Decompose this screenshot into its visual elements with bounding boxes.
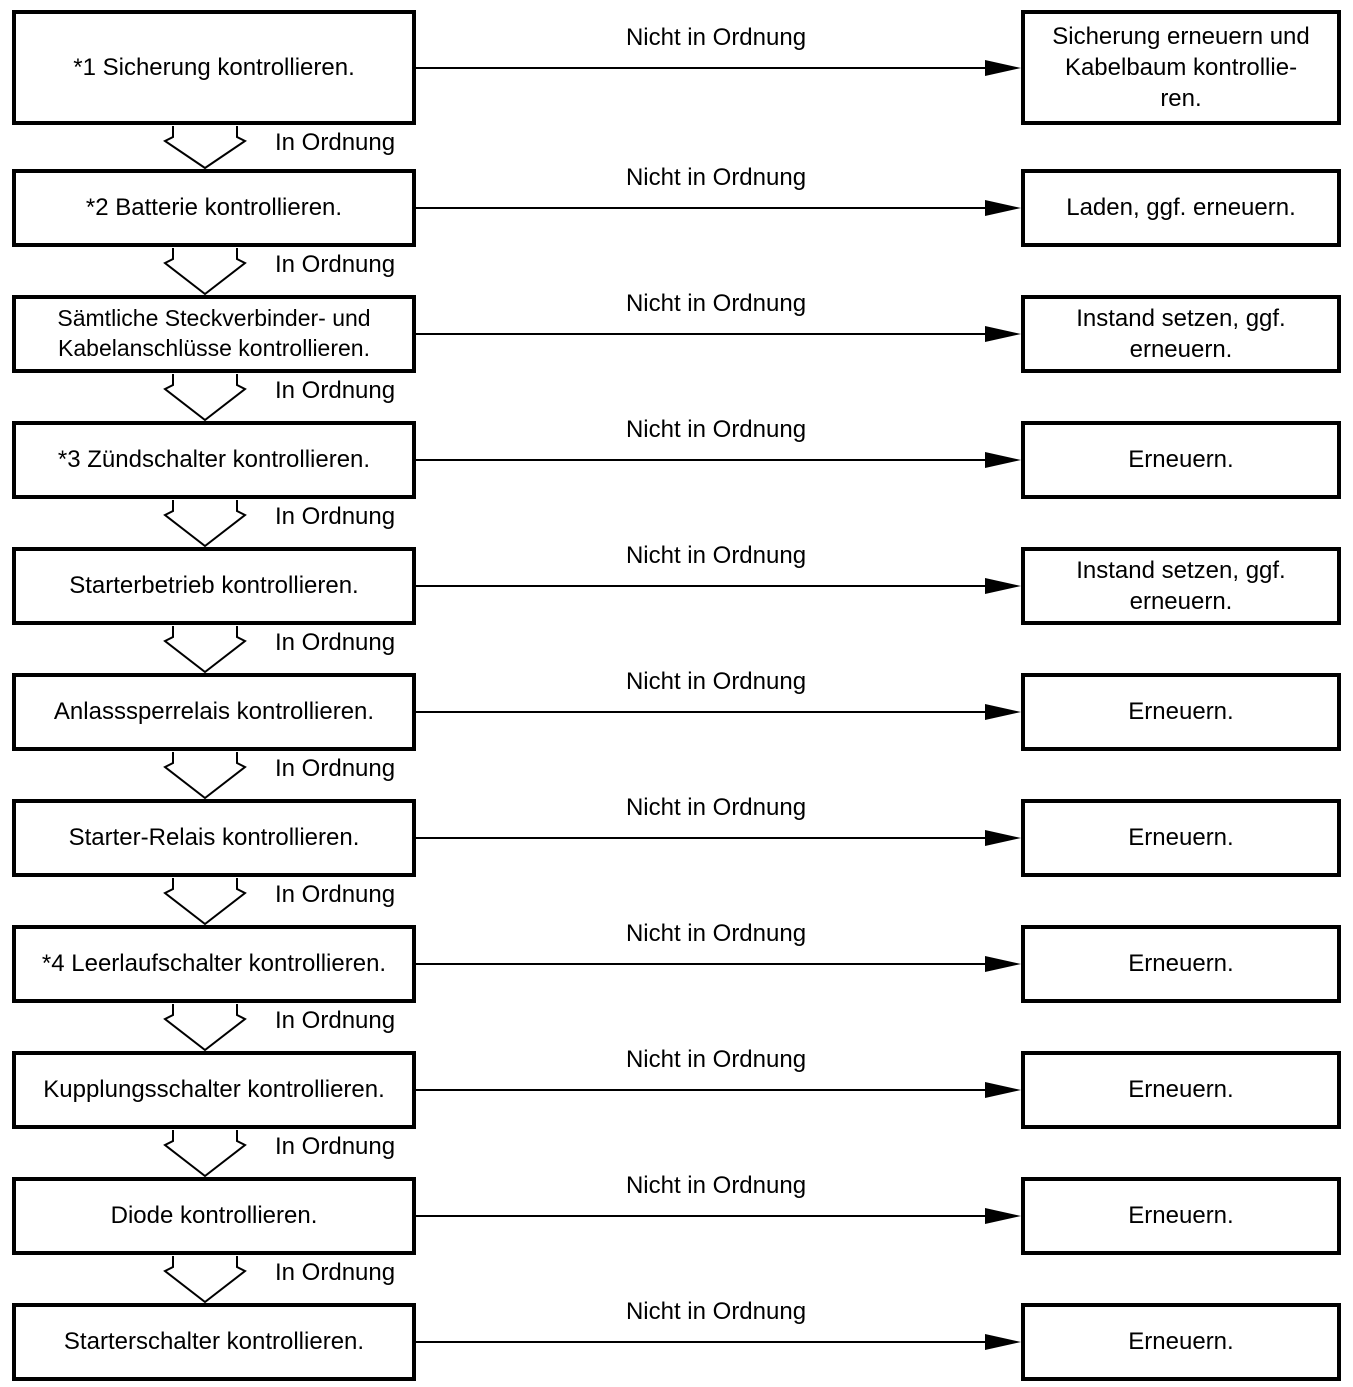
nok-arrow-head (985, 830, 1021, 846)
remedy-box (1021, 421, 1341, 499)
check-step-box (12, 1303, 416, 1381)
ok-label: In Ordnung (275, 1259, 396, 1286)
check-step-box (12, 295, 416, 373)
nok-arrow-head (985, 956, 1021, 972)
check-step-box (12, 421, 416, 499)
nok-arrow-head (985, 578, 1021, 594)
remedy-box (1021, 169, 1341, 247)
remedy-text: Erneuern. (1128, 950, 1234, 978)
remedy-text: Instand setzen, ggf. erneuern. (1076, 304, 1286, 363)
remedy-box (1021, 925, 1341, 1003)
ok-label: In Ordnung (275, 251, 396, 278)
nok-arrow-head (985, 1082, 1021, 1098)
ok-label: In Ordnung (275, 629, 396, 656)
ok-down-arrow (165, 626, 245, 672)
ok-label: In Ordnung (275, 1133, 396, 1160)
nok-arrow-head (985, 452, 1021, 468)
remedy-box (1021, 295, 1341, 373)
check-step-box (12, 1051, 416, 1129)
nok-label: Nicht in Ordnung (625, 24, 807, 51)
remedy-box (1021, 10, 1341, 125)
remedy-box (1021, 547, 1341, 625)
check-step-text: *1 Sicherung kontrollieren. (73, 53, 355, 81)
ok-down-arrow (165, 248, 245, 294)
check-step-box (12, 1177, 416, 1255)
check-step-text: Anlasssperrelais kontrollieren. (53, 698, 375, 726)
ok-label: In Ordnung (275, 129, 396, 156)
ok-down-arrow (165, 878, 245, 924)
check-step-box (12, 547, 416, 625)
check-step-text: Diode kontrollieren. (110, 1202, 318, 1230)
check-step-text: Starter-Relais kontrollieren. (68, 824, 360, 852)
ok-down-arrow (165, 374, 245, 420)
ok-label: In Ordnung (275, 377, 396, 404)
nok-arrow-head (985, 1334, 1021, 1350)
remedy-text: Erneuern. (1128, 1328, 1234, 1356)
ok-down-arrow (165, 500, 245, 546)
remedy-box (1021, 1303, 1341, 1381)
remedy-box (1021, 673, 1341, 751)
ok-label: In Ordnung (275, 503, 396, 530)
ok-label: In Ordnung (275, 881, 396, 908)
check-step-text: Starterbetrieb kontrollieren. (69, 572, 359, 600)
remedy-text: Erneuern. (1128, 824, 1234, 852)
ok-label: In Ordnung (275, 755, 396, 782)
check-step-text: Kupplungsschalter kontrollieren. (43, 1076, 385, 1104)
remedy-text: Erneuern. (1128, 1202, 1234, 1230)
check-step-box (12, 799, 416, 877)
remedy-text: Instand setzen, ggf. erneuern. (1076, 556, 1286, 615)
nok-label: Nicht in Ordnung (625, 920, 807, 947)
nok-label: Nicht in Ordnung (625, 416, 807, 443)
nok-label: Nicht in Ordnung (625, 542, 807, 569)
remedy-text: Erneuern. (1128, 1076, 1234, 1104)
nok-label: Nicht in Ordnung (625, 1046, 807, 1073)
remedy-box (1021, 799, 1341, 877)
check-step-text: *2 Batterie kontrollieren. (85, 194, 343, 222)
nok-label: Nicht in Ordnung (625, 1172, 807, 1199)
ok-down-arrow (165, 1004, 245, 1050)
nok-label: Nicht in Ordnung (625, 668, 807, 695)
check-step-box (12, 925, 416, 1003)
remedy-text: Laden, ggf. erneuern. (1066, 194, 1296, 222)
nok-label: Nicht in Ordnung (625, 1298, 807, 1325)
check-step-text: Sämtliche Steckverbinder- und Kabelanschlüsse kontrollieren. (57, 305, 371, 361)
nok-label: Nicht in Ordnung (625, 290, 807, 317)
ok-down-arrow (165, 1130, 245, 1176)
remedy-text: Sicherung erneuern und Kabelbaum kontrollie- ren. (1052, 22, 1310, 113)
remedy-box (1021, 1051, 1341, 1129)
ok-label: In Ordnung (275, 1007, 396, 1034)
remedy-box (1021, 1177, 1341, 1255)
remedy-text: Erneuern. (1128, 446, 1234, 474)
check-step-box (12, 673, 416, 751)
nok-arrow-head (985, 200, 1021, 216)
ok-down-arrow (165, 752, 245, 798)
nok-arrow-head (985, 60, 1021, 76)
nok-arrow-head (985, 704, 1021, 720)
check-step-text: Starterschalter kontrollieren. (63, 1328, 365, 1356)
check-step-box (12, 10, 416, 125)
remedy-text: Erneuern. (1128, 698, 1234, 726)
nok-arrow-head (985, 326, 1021, 342)
ok-down-arrow (165, 126, 245, 168)
check-step-text: *3 Zündschalter kontrollieren. (57, 446, 371, 474)
check-step-text: *4 Leerlaufschalter kontrollieren. (41, 950, 387, 978)
nok-label: Nicht in Ordnung (625, 164, 807, 191)
ok-down-arrow (165, 1256, 245, 1302)
nok-label: Nicht in Ordnung (625, 794, 807, 821)
nok-arrow-head (985, 1208, 1021, 1224)
check-step-box (12, 169, 416, 247)
